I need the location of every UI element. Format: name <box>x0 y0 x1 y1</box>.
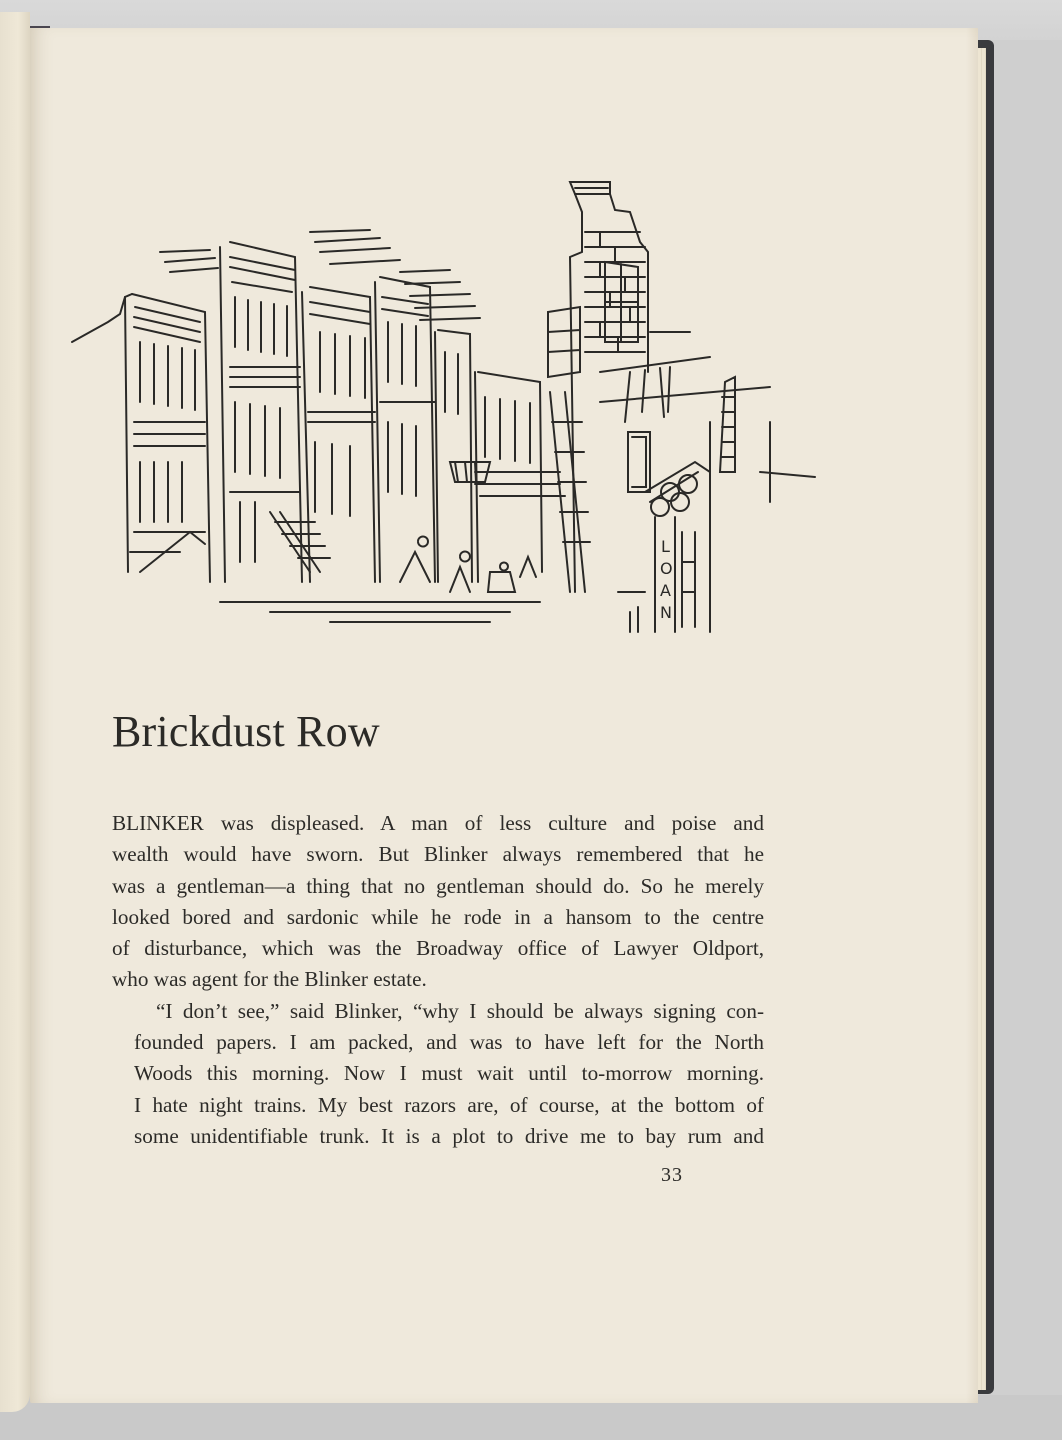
text-line: of disturbance, which was the Broadway office of Lawyer Oldport, <box>112 936 764 961</box>
text-line: some unidentifiable trunk. It is a plot to drive me to bay rum and <box>134 1123 764 1148</box>
loan-sign-letter: A <box>660 581 671 600</box>
text-line: BLINKER was displeased. A man of less culture and poise and <box>112 811 764 835</box>
text-line: was a gentleman—a thing that no gentleman should do. So he merely <box>112 873 764 898</box>
body-text <box>112 808 764 1152</box>
loan-sign-letter: O <box>660 559 673 578</box>
paragraph-1 <box>112 808 764 996</box>
text-line: I hate night trains. My best razors are, of course, at the bottom of <box>134 1092 764 1117</box>
text-line: looked bored and sardonic while he rode in a hansom to the centre <box>112 904 764 929</box>
text-line: Woods this morning. Now I must wait until to-morrow morning. <box>134 1061 764 1086</box>
text-line: wealth would have sworn. But Blinker always remembered that he <box>112 842 764 867</box>
page-number: 33 <box>661 1164 683 1186</box>
text-line: who was agent for the Blinker estate. <box>112 967 427 992</box>
loan-sign-letter: L <box>661 537 670 556</box>
text-line: “I don’t see,” said Blinker, “why I should be always signing con- <box>156 998 764 1023</box>
text-line: founded papers. I am packed, and was to have left for the North <box>134 1030 764 1055</box>
left-page-edge <box>0 12 30 1412</box>
loan-sign-letter: N <box>660 603 672 622</box>
chapter-title: Brickdust Row <box>112 707 380 756</box>
paragraph-2 <box>112 996 764 1152</box>
street-scene-illustration <box>70 172 820 634</box>
